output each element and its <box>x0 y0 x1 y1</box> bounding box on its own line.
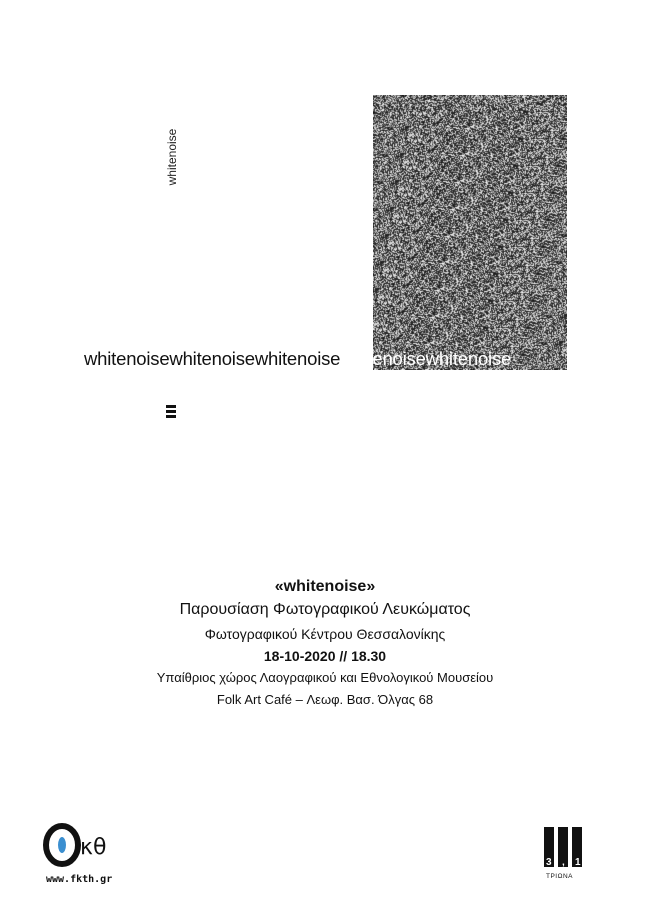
fkth-logo-mark <box>42 822 122 872</box>
repeated-title-band <box>84 345 584 373</box>
event-title: «whitenoise» <box>274 578 376 595</box>
vertical-title <box>165 122 179 192</box>
noise-image <box>373 95 567 370</box>
svg-text:κθ: κθ <box>80 835 107 860</box>
fkth-website: www.fkth.gr <box>46 874 113 885</box>
noise-texture <box>373 95 567 370</box>
event-datetime: 18-10-2020 // 18.30 <box>263 648 387 664</box>
svg-text:3: 3 <box>546 857 552 868</box>
small-glyph-mark <box>166 405 176 418</box>
band-text-dark: whitenoisewhitenoisewhitenoise <box>84 348 341 369</box>
event-address: Folk Art Café – Λεωφ. Βασ. Όλγας 68 <box>216 692 434 707</box>
fkth-logo <box>42 822 122 892</box>
svg-text:1: 1 <box>575 857 581 868</box>
svg-text:,: , <box>562 857 565 868</box>
triona-logo-mark <box>540 825 590 871</box>
band-text-light: whitenoisewhitenoise <box>340 348 512 369</box>
event-organizer: Φωτογραφικού Κέντρου Θεσσαλονίκης <box>204 626 446 642</box>
event-subtitle: Παρουσίαση Φωτογραφικού Λευκώματος <box>179 601 471 618</box>
event-info <box>0 577 650 711</box>
event-venue: Υπαίθριος χώρος Λαογραφικού και Εθνολογικού Μουσείου <box>156 670 494 685</box>
triona-name: ΤΡΙΩΝΑ <box>546 873 574 880</box>
vertical-title-text: whitenoise <box>165 128 179 186</box>
triona-logo <box>540 825 590 895</box>
